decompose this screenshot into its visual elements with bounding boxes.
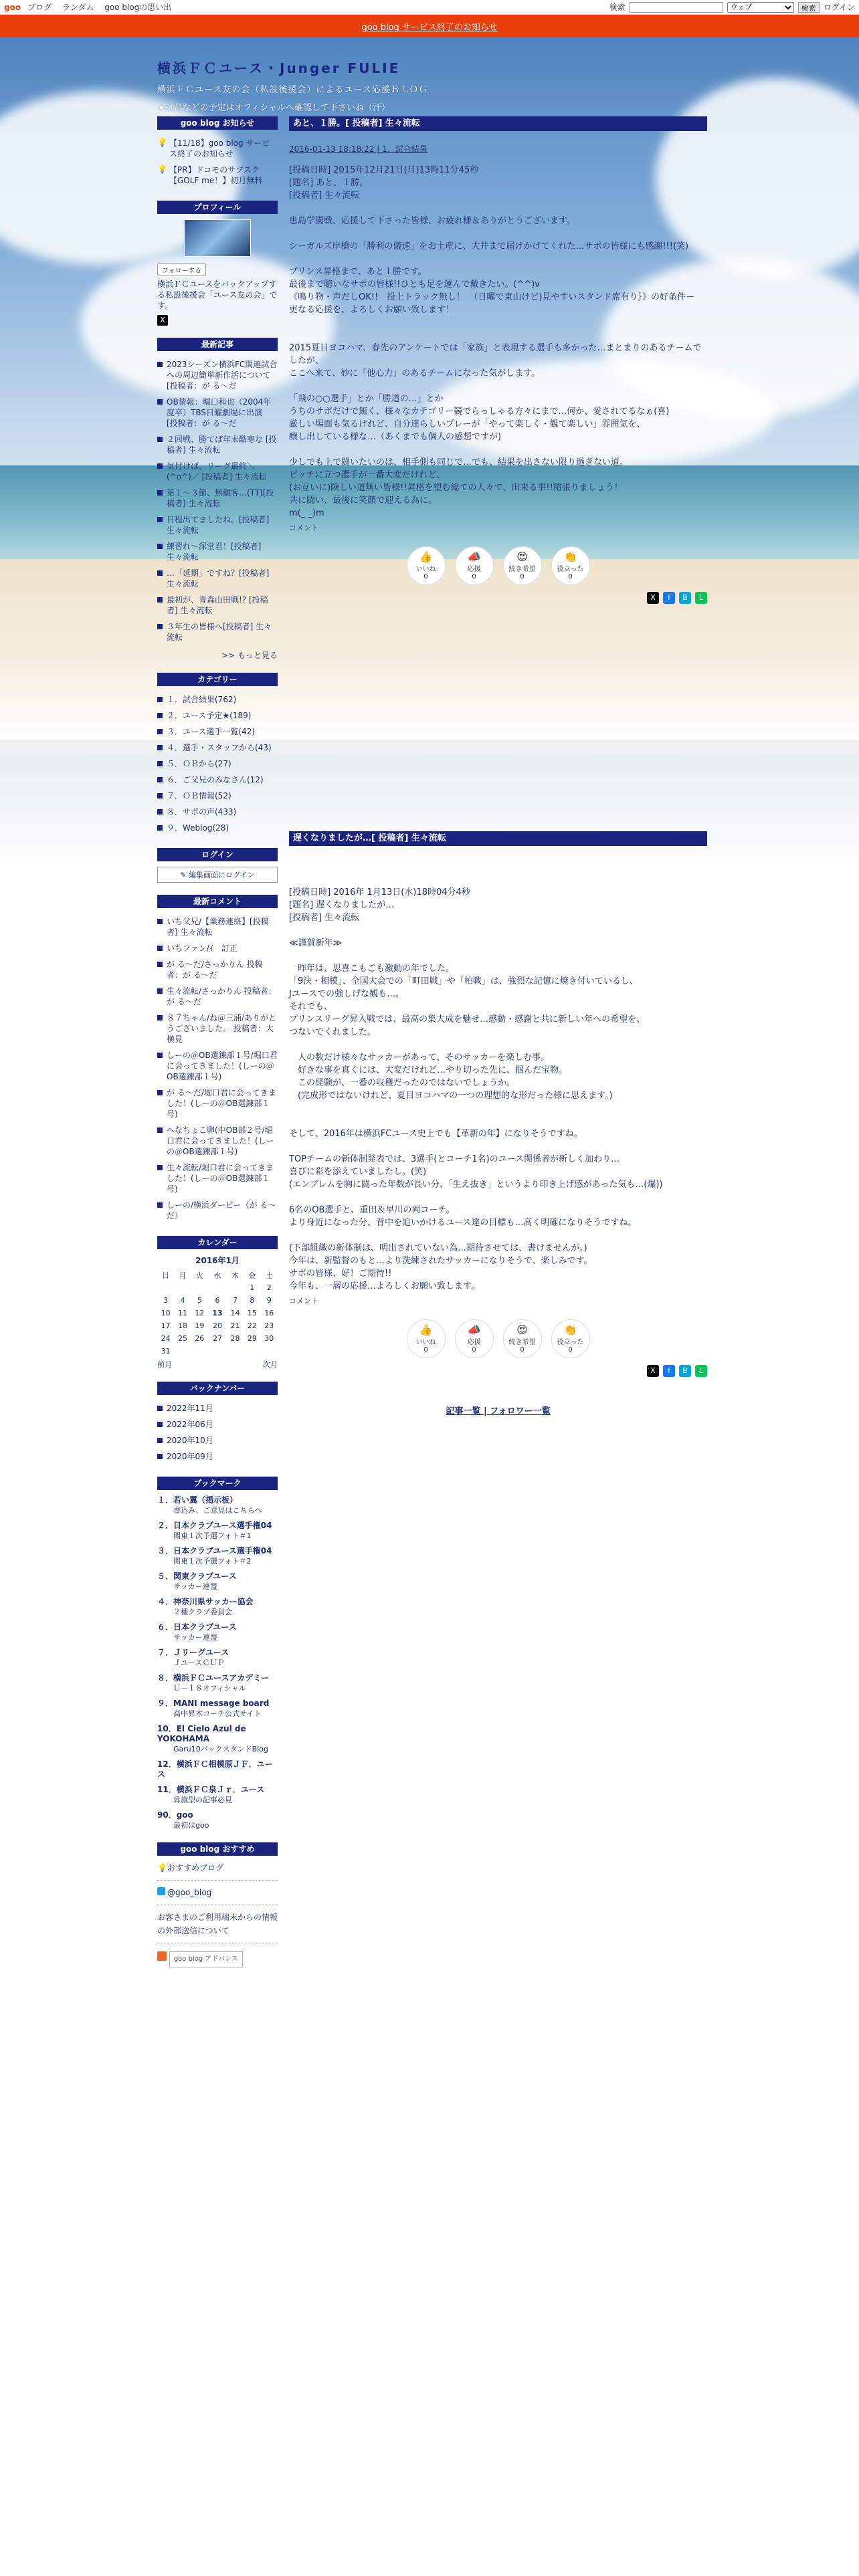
category-item[interactable]: ７．ＯＢ情報(52) <box>157 788 278 804</box>
entry-line: 共に闘い、最後に笑顔で迎える為に。 <box>289 496 438 506</box>
comment-item[interactable]: いちファン/ｲ 訂正 <box>157 940 278 956</box>
entry-line: ピッチに立つ選手が一番大変だけれど、 <box>289 470 446 480</box>
entry-date[interactable]: 2016-01-13 18:18:22 | 1．試合結果 <box>289 144 427 154</box>
entry-line: この経験が、一番の収穫だったのではないでしょうか。 <box>289 1078 516 1088</box>
calendar-next[interactable]: 次月 <box>263 1360 278 1369</box>
entry-line: プリンス昇格まで、あと１勝です。 <box>289 267 427 277</box>
entry-line: 「飛の○○選手」とか「勝道の…」とか <box>289 394 444 404</box>
bookmark-link[interactable]: 90．goo <box>157 1810 193 1820</box>
entry-line: 昨年は、思喜こもごも激動の年でした。 <box>289 964 455 974</box>
comments-box <box>157 895 278 1224</box>
entry-spacer <box>289 316 707 329</box>
entry-spacer <box>289 1229 707 1242</box>
entry-line: 厳しい場面も気るけれど、自分達らしいプレーが「やって楽しく・観て楽しい」雰囲気を、 <box>289 419 646 429</box>
recent-post-item[interactable]: 第１～３節、無観客…(TT)[投稿者] 生々流転 <box>157 485 278 512</box>
blog-entry <box>289 116 707 604</box>
entry-line: 患島学園戦、応援して下さった皆様、お疲れ様＆ありがとうございます。 <box>289 216 575 226</box>
link-memories[interactable]: goo blogの思い出 <box>104 3 172 12</box>
recommend-heading: goo blog おすすめ <box>157 1842 278 1856</box>
bookmark-link[interactable]: ６．日本クラブユース <box>157 1622 237 1632</box>
megaphone-icon: 📣 <box>467 550 481 563</box>
bookmark-desc: ２種クラブ委員会 <box>173 1608 232 1616</box>
bookmark-link[interactable]: １．若い翼（掲示板） <box>157 1495 238 1505</box>
main-content <box>289 116 707 1979</box>
entry-body <box>289 164 707 520</box>
entry-title[interactable]: 遅くなりましたが…[ 投稿者] 生々流転 <box>289 831 707 846</box>
pager-links[interactable]: 記事一覧 | フォロワー一覧 <box>446 1406 551 1416</box>
entry-line: 人の数だけ様々なサッカーがあって、そのサッカーを楽しむ事。 <box>289 1053 550 1063</box>
recommend-box <box>157 1842 278 1967</box>
link-random[interactable]: ランダム <box>62 3 94 12</box>
login-heading: ログイン <box>157 848 278 861</box>
entry-line: 好きな事を真くには、大変だけれど…やり切った先に、掴んだ宝物。 <box>289 1065 568 1075</box>
bookmark-link[interactable]: ９．MANI message board <box>157 1699 270 1708</box>
external-info-link[interactable]: お客さまのご利用端末からの情報の外部送信について <box>157 1913 278 1935</box>
entry-line: サポの皆様、好！ご期待!! <box>289 1269 392 1279</box>
search-button[interactable]: 検索 <box>798 2 820 13</box>
heart-eyes-icon: 😍 <box>516 1323 528 1336</box>
entry-line: 6名のOB選手と、重田＆早川の両コーチ。 <box>289 1205 455 1215</box>
category-item[interactable]: ４．選手・スタッフから(43) <box>157 740 278 756</box>
category-item[interactable]: ２．ユース予定★(189) <box>157 708 278 724</box>
comment-item[interactable]: しーの/横浜ダービー（が る～だ） <box>157 1197 278 1224</box>
comment-item[interactable]: が る～だ/さっかりん 投稿者：が る～だ <box>157 956 278 983</box>
entry-spacer <box>289 924 707 937</box>
thumbs-up-icon: 👍 <box>419 1323 433 1336</box>
share-buttons <box>289 1365 707 1377</box>
entry-spacer <box>289 380 707 393</box>
entry-line: [題名] 遅くなりましたが… <box>289 900 395 910</box>
bookmark-desc: サッカー連盟 <box>173 1582 217 1591</box>
reaction-cheer-button[interactable]: 📣 応援 0 <box>455 546 494 585</box>
comment-item[interactable]: へなちょこ卵(中OB部２号/堀口君に会ってきました！(しーの＠OB選錬部１号) <box>157 1122 278 1160</box>
calendar-heading: カレンダー <box>157 1236 278 1249</box>
entry-spacer <box>289 253 707 265</box>
entry-line: そして、2016年は横浜FCユース史上でも【革新の年】になりそうですね。 <box>289 1129 583 1139</box>
clap-icon: 👏 <box>563 1323 577 1336</box>
entry-spacer <box>289 227 707 240</box>
recent-post-item[interactable]: 日程出てましたね。[投稿者] 生々流転 <box>157 512 278 538</box>
reaction-buttons <box>289 546 707 585</box>
news-heading: goo blog お知らせ <box>157 116 278 130</box>
page-wrapper <box>151 37 709 1979</box>
entry-line: ここへ来て、妙に「他心力」のあるチームになった気がします。 <box>289 368 541 379</box>
backnumber-heading: バックナンバー <box>157 1382 278 1395</box>
category-item[interactable]: ９．Weblog(28) <box>157 820 278 836</box>
entry-line: [題名] あと、１勝。 <box>289 178 369 188</box>
recent-post-item[interactable]: …「延期」ですね？[投稿者] 生々流転 <box>157 565 278 592</box>
line-share-icon[interactable]: L <box>695 1365 707 1377</box>
entry-line: 《鳴り物・声だしOK!! 投上トラック無し！ （日曜で東山けど)見やすいスタンド席有り｝》の好条件ー <box>289 292 694 302</box>
bookmark-link[interactable]: ４．神奈川県サッカー協会 <box>157 1597 254 1606</box>
pencil-icon: ✎ <box>180 871 189 879</box>
entry-spacer <box>289 1115 707 1128</box>
entry-spacer <box>289 1140 707 1153</box>
x-share-icon[interactable]: X <box>647 1365 659 1377</box>
clap-icon: 👏 <box>563 550 577 563</box>
entry-line: [投稿日時] 2016年 1月13日(水)18時04分4秒 <box>289 887 470 897</box>
reaction-like-button[interactable]: 👍 いいね 0 <box>407 1319 446 1358</box>
backnumber-item[interactable]: 2022年11月 <box>157 1400 278 1416</box>
search-input[interactable] <box>630 2 723 13</box>
comment-link[interactable]: コメント <box>289 1297 318 1305</box>
advance-badge[interactable]: goo blog アドバンス <box>169 1951 243 1967</box>
entry-line: より身近になった分、背中を追いかけるユース達の目標も…高く明確になりそうですね。 <box>289 1218 637 1228</box>
entry-spacer <box>289 1191 707 1204</box>
bookmark-heading: ブックマーク <box>157 1477 278 1490</box>
category-heading: カテゴリー <box>157 673 278 686</box>
rss-icon[interactable] <box>157 1951 167 1961</box>
entry-spacer <box>289 443 707 456</box>
news-item[interactable]: 💡 【11/18】goo blog サービス終了のお知らせ <box>157 138 270 158</box>
recent-post-item[interactable]: 2023シーズン横浜FC関連試合への周辺簡単新作活について [投稿者：が る～だ <box>157 356 278 394</box>
recent-post-item[interactable]: OB情報：堀口和也（2004年度卒）TBS日曜劇場に出演 [投稿者：が る～だ <box>157 394 278 431</box>
entry-line: [投稿者] 生々流転 <box>289 191 360 201</box>
entry-line: ≪謹賀新年≫ <box>289 938 343 948</box>
profile-image[interactable] <box>184 219 251 257</box>
follow-button[interactable]: フォローする <box>157 263 206 276</box>
backnumber-item[interactable]: 2020年10月 <box>157 1432 278 1448</box>
bookmark-desc: 関東１次予選フォト＃2 <box>173 1557 252 1566</box>
reaction-more-button[interactable]: 😍 続き希望 0 <box>503 1319 542 1358</box>
login-link[interactable]: ログイン <box>823 3 855 12</box>
recent-post-item[interactable]: 練習れ～深堂君！[投稿者] 生々流転 <box>157 538 278 565</box>
share-buttons <box>289 592 707 604</box>
backnumber-item[interactable]: 2020年09月 <box>157 1448 278 1465</box>
calendar-table: 日 月 火 水 木 金 土 1 2 3 4 5 6 7 8 9 10 11 12 13 14 15 16 17 18 19 20 21 22 23 24 25 26 27 28 29 30 31 <box>161 1271 274 1356</box>
category-item[interactable]: ５．ＯＢから(27) <box>157 756 278 772</box>
entry-line: 喜びに彩を添えていましたし。(笑) <box>289 1167 427 1177</box>
hatena-share-icon[interactable]: B <box>679 592 691 604</box>
profile-text: 横浜ＦＣユースをバックアップする私設後援会「ユース友の会」です。 <box>157 280 278 310</box>
edit-login-button[interactable]: ✎ 編集画面にログイン <box>157 867 278 883</box>
comment-item[interactable]: ８７ちゃん/ね＠三浦/ありがとうございました。 投稿者：大横見 <box>157 1010 278 1047</box>
bookmark-desc: Garu10バックスタンドBlog <box>173 1745 268 1753</box>
entry-line: (エンブレムを胸に闘った年数が長い分、「生え抜き」というより印き上げ感があった気も…(爆)) <box>289 1180 663 1190</box>
entry-spacer <box>289 329 707 342</box>
twitter-icon <box>157 1887 165 1895</box>
category-item[interactable]: ６．ご父兄のみなさん(12) <box>157 772 278 788</box>
line-share-icon[interactable]: L <box>695 592 707 604</box>
comment-item[interactable]: 生々流転/堀口君に会ってきました！(しーの＠OB選錬部１号) <box>157 1160 278 1197</box>
comment-item[interactable]: 生々流転/さっかりん 投稿者：が る～だ <box>157 983 278 1010</box>
entry-line: (下部組織の新体制は、明出されていない為…期待させては、書けませんが。) <box>289 1243 587 1253</box>
goo-logo[interactable]: goo <box>4 2 21 12</box>
entry-line: うちのサポだけで無く、様々なカテゴリー競でらっしゃる方々にまで…何か、愛されてるなぁ(喜) <box>289 407 670 417</box>
lightbulb-icon: 💡 <box>157 165 167 174</box>
lightbulb-icon: 💡 <box>157 138 167 147</box>
bookmark-link[interactable]: 12．横浜ＦＣ相模原ＪＦ．ユース <box>157 1759 273 1779</box>
reaction-like-button[interactable]: 👍 いいね 0 <box>407 546 446 585</box>
entry-line: 今年は、新監督のもと…より洗練されたサッカーになりそうで、楽しみです。 <box>289 1256 593 1266</box>
service-end-notice[interactable]: goo blog サービス終了のお知らせ <box>0 15 859 37</box>
entry-body <box>289 886 707 1293</box>
entry-line: シーガルズ岸橋の「勝利の儀速」をお土産に、大井まで届けかけてくれた…サポの皆様にも感謝!!!(笑) <box>289 241 689 251</box>
entry-line: m(_ _)m <box>289 508 324 518</box>
calendar-box <box>157 1236 278 1370</box>
lightbulb-icon: 💡 <box>157 1863 167 1872</box>
entry-line: 少しでも上で闘いたいのは、相手側も同じで…でも、結果を出さない限り過ぎない道。 <box>289 457 629 467</box>
recent-post-item[interactable]: ３年生の皆様へ[投稿者] 生々流転 <box>157 619 278 645</box>
profile-heading: プロフィール <box>157 201 278 214</box>
profile-box <box>157 201 278 326</box>
calendar-month: 2016年1月 <box>195 1256 240 1265</box>
entry-line: 「9決・相模」、全国大会での「町田戦」や「柏戦」は、強烈な記憶に焼き付いているし、 <box>289 976 638 986</box>
entry-line: Jユースでの強しげな観も…。 <box>289 989 405 999</box>
entry-line: それでも、 <box>289 1002 333 1012</box>
search-label: 検索 <box>609 3 626 12</box>
news-box <box>157 116 278 189</box>
bookmark-box <box>157 1477 278 1830</box>
calendar-prev[interactable]: 前月 <box>157 1360 172 1369</box>
recent-post-item[interactable]: ２回戦、勝てば年末酷寒な [投稿者] 生々流転 <box>157 431 278 458</box>
thumbs-up-icon: 👍 <box>419 550 433 563</box>
facebook-share-icon[interactable]: f <box>663 592 675 604</box>
entry-line: [投稿日時] 2015年12月21日(月)13時11分45秒 <box>289 165 479 175</box>
entry-spacer <box>289 1039 707 1051</box>
global-bar <box>0 0 859 15</box>
entry-line: TOPチームの新体制発表では、3選手(とコーチ1名)のユース関係者が新しく加わり… <box>289 1154 620 1164</box>
entry-line: つないでくれました。 <box>289 1027 377 1037</box>
x-icon[interactable]: X <box>157 315 168 326</box>
category-box <box>157 673 278 836</box>
comment-item[interactable]: いち父兄/【業務連絡】[投稿者] 生々流転 <box>157 914 278 940</box>
entry-line: 最後まで聴いなサポの皆様!!ひとも足を運んで戴きたい。(^^)v <box>289 280 541 290</box>
reaction-cheer-button[interactable]: 📣 応援 0 <box>455 1319 494 1358</box>
bookmark-link[interactable]: ３．日本クラブユース選手権04 <box>157 1546 272 1555</box>
bookmark-link[interactable]: 10．El Cielo Azul de YOKOHAMA <box>157 1724 246 1743</box>
heart-eyes-icon: 😍 <box>516 550 528 563</box>
blog-description: 横浜ＦＣユース友の会（私設後援会）によるユース応援ＢＬＯＧ <box>157 85 428 95</box>
recent-post-item[interactable]: 最初が、青森山田戦!? [投稿者] 生々流転 <box>157 592 278 619</box>
recent-heading: 最新記事 <box>157 338 278 351</box>
bookmark-desc: 最初はgoo <box>173 1821 209 1830</box>
megaphone-icon: 📣 <box>467 1323 481 1336</box>
entry-line: プリンスリーグ昇入戦では、最高の集大成を魅せ…感動・感謝と共に新しい年への希望を、 <box>289 1014 646 1025</box>
entry-line: 今年も、一層の応援…よろしくお願い致します。 <box>289 1281 480 1291</box>
twitter-link[interactable]: @goo_blog <box>157 1886 278 1899</box>
search-area <box>609 1 855 13</box>
bookmark-desc: 昇旗型の記事必見 <box>173 1796 232 1804</box>
blog-entry <box>289 831 707 1377</box>
reaction-useful-button[interactable]: 👏 役立った 0 <box>551 1319 590 1358</box>
sidebar <box>157 116 278 1979</box>
bookmark-desc: 関東１次予選フォト＃1 <box>173 1531 252 1540</box>
login-box <box>157 848 278 883</box>
bookmark-link[interactable]: ２．日本クラブユース選手権04 <box>157 1521 272 1530</box>
bookmark-link[interactable]: ８．横浜ＦＣユースアカデミー <box>157 1673 270 1683</box>
bookmark-desc: 高中昇木コーチ公式サイト <box>173 1709 262 1718</box>
link-blog[interactable]: ブログ <box>27 3 52 12</box>
comments-heading: 最新コメント <box>157 895 278 908</box>
bookmark-desc: ＪユースＣＵＰ <box>173 1658 225 1667</box>
category-item[interactable]: １．試合結果(762) <box>157 691 278 708</box>
comment-item[interactable]: が る～だ/堀口君に会ってきました！(しーの＠OB選錬部１号) <box>157 1085 278 1122</box>
reaction-useful-button[interactable]: 👏 役立った 0 <box>551 546 590 585</box>
bookmark-link[interactable]: 11．横浜ＦＣ泉Ｊｒ．ユース <box>157 1785 265 1794</box>
blog-description-note: ★試合などの予定はオフィシャルへ確認して下さいね（汗） <box>157 103 390 113</box>
blog-title[interactable]: 横浜ＦＣユース・Junger FULIE <box>157 60 401 76</box>
comment-link[interactable]: コメント <box>289 524 318 532</box>
reaction-more-button[interactable]: 😍 続き希望 0 <box>503 546 542 585</box>
backnumber-box <box>157 1382 278 1465</box>
hatena-share-icon[interactable]: B <box>679 1365 691 1377</box>
bookmark-desc: サッカー連盟 <box>173 1633 217 1642</box>
entry-line: (お互いに)険しい道無い皆様!!昇格を望む総ての人々で、出来る事!!精張りましょう！ <box>289 483 623 493</box>
category-item[interactable]: ３．ユース選手一覧(42) <box>157 724 278 740</box>
global-links <box>27 1 179 13</box>
bookmark-desc: Ｕ－１８オフィシャル <box>173 1684 246 1693</box>
entry-line: 醸し出している様な…（あくまでも個人の感想ですが) <box>289 432 502 442</box>
search-scope-select[interactable] <box>727 2 794 13</box>
recent-post-item[interactable]: 気付けば、リーグ最終＼(^o^)／ [投稿者] 生々流転 <box>157 458 278 485</box>
entry-line: [投稿者] 生々流転 <box>289 913 360 923</box>
bookmark-link[interactable]: ５．関東クラブユース <box>157 1572 237 1581</box>
calendar-day-link[interactable]: 13 <box>212 1309 223 1317</box>
recent-posts-box <box>157 338 278 661</box>
comment-item[interactable]: しーの＠OB選錬部１号/堀口君に会ってきました！(しーの＠OB選錬部１号) <box>157 1047 278 1085</box>
entry-spacer <box>289 202 707 215</box>
bookmark-desc: 書込み、ご意見はこちらへ <box>173 1506 262 1515</box>
category-item[interactable]: ８．サポの声(433) <box>157 804 278 820</box>
entry-line: 2015夏目ヨコハマ、春先のアンケートでは「家族」と表現する選手も多かった…まとまりのあるチームでしたが、 <box>289 343 702 366</box>
x-share-icon[interactable]: X <box>647 592 659 604</box>
recent-more-link[interactable]: >> もっと見る <box>221 651 278 660</box>
entry-title[interactable]: あと、１勝。[ 投稿者] 生々流転 <box>289 116 707 131</box>
backnumber-item[interactable]: 2022年06月 <box>157 1416 278 1432</box>
entry-spacer <box>289 950 707 962</box>
news-item[interactable]: 💡 【PR】ドコモのサブスク【GOLF me！】初月無料 <box>157 165 263 185</box>
recommend-blog-link[interactable]: 💡おすすめブログ <box>157 1863 224 1872</box>
bookmark-link[interactable]: ７．Ｊリーグユース <box>157 1648 229 1657</box>
entry-line: 更なる応援を、よろしくお願い致します！ <box>289 305 455 315</box>
reaction-buttons <box>289 1319 707 1358</box>
facebook-share-icon[interactable]: f <box>663 1365 675 1377</box>
entry-spacer <box>289 1102 707 1115</box>
entry-line: (完成形ではないけれど、夏目ヨコハマの一つの理想的な形だった様に思えます。) <box>289 1091 613 1101</box>
